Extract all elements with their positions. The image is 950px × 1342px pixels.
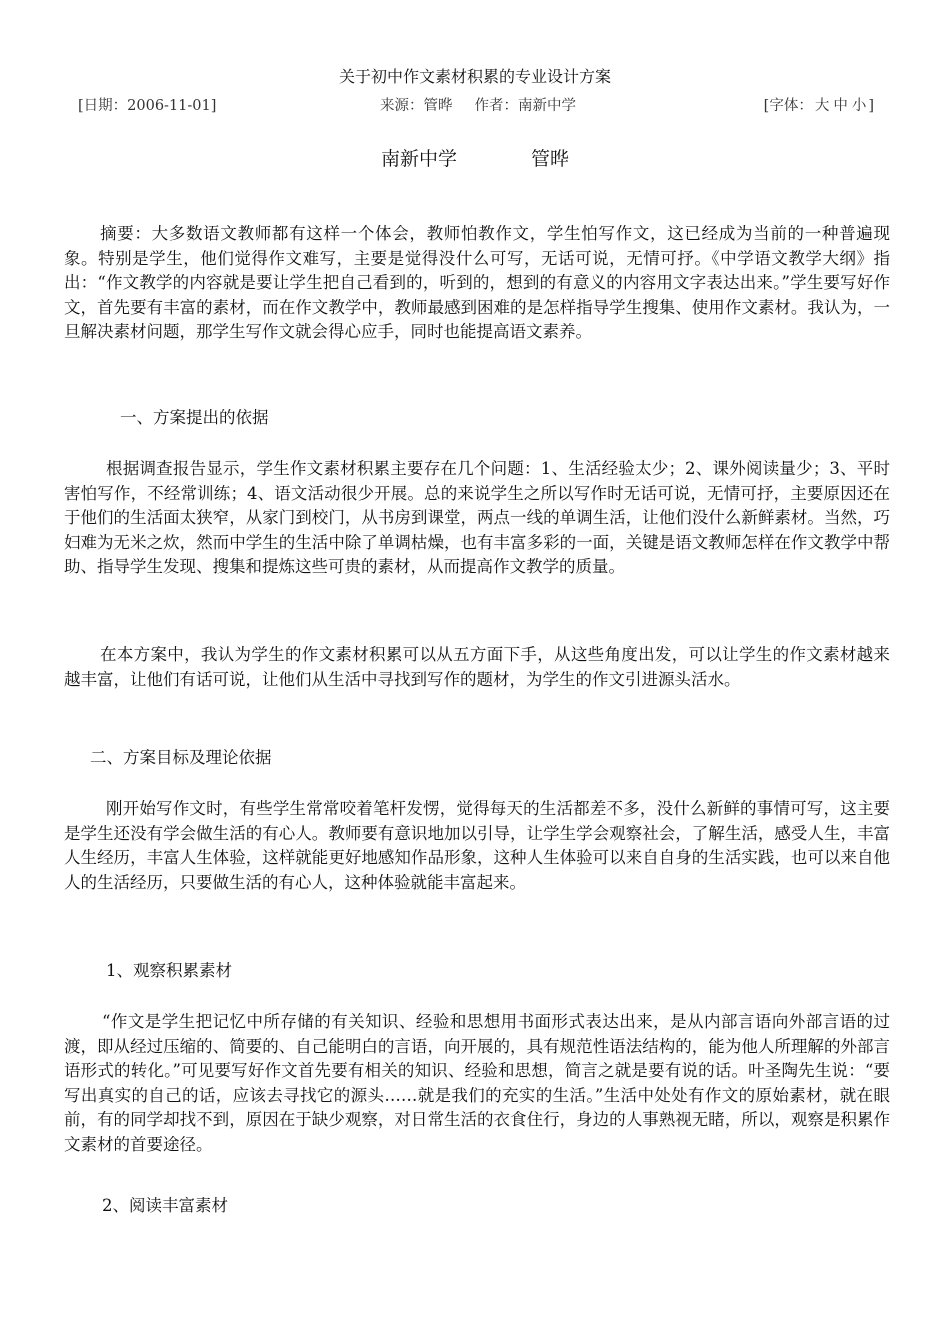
byline-school: 南新中学 xyxy=(380,148,457,170)
section2-paragraph-1 xyxy=(64,797,890,895)
byline xyxy=(0,146,950,172)
section-heading-basis: 一、方案提出的依据 xyxy=(120,408,269,427)
font-large-link[interactable]: 大 xyxy=(814,98,830,114)
section1-paragraph-1-text: 根据调查报告显示，学生作文素材积累主要存在几个问题：1、生活经验太少；2、课外阅读量少；3、平时害怕写作，不经常训练；4、语文活动很少开展。总的来说学生之所以写作时无话可说，无情可抒，主要原因还在于他们的生活面太狭窄，从家门到校门，从书房到课堂，两点一线的单调生活，让他们没什么新鲜素材。当然，巧妇难为无米之炊，然而中学生的生活中除了单调枯燥，也有丰富多彩的一面，关键是语文教师怎样在作文教学中帮助、指导学生发现、搜集和提炼这些可贵的素材，从而提高作文教学的质量。 xyxy=(64,459,890,577)
section1-paragraph-1 xyxy=(64,457,890,580)
subsection-heading-reading: 2、阅读丰富素材 xyxy=(102,1196,228,1215)
byline-author: 管晔 xyxy=(531,148,570,170)
font-size-selector xyxy=(764,96,874,116)
publish-date: [日期：2006-11-01] xyxy=(78,98,217,114)
section1-paragraph-2-text: 在本方案中，我认为学生的作文素材积累可以从五方面下手，从这些角度出发，可以让学生的作文素材越来越丰富，让他们有话可说，让他们从生活中寻找到写作的题材，为学生的作文引进源头活水。 xyxy=(64,645,890,689)
font-size-label: [字体： xyxy=(763,98,813,114)
font-medium-link[interactable]: 中 xyxy=(833,98,848,114)
section1-paragraph-2 xyxy=(64,643,890,692)
subsection1-paragraph-text: “作文是学生把记忆中所存储的有关知识、经验和思想用书面形式表达出来，是从内部言语向外部言语的过渡，即从经过压缩的、简要的、自己能明白的言语，向开展的，具有规范性语法结构的，能为他人所理解的外部言语形式的转化。”可见要写好作文首先要有相关的知识、经验和思想，简言之就是要有说的话。叶圣陶先生说：“要写出真实的自己的话，应该去寻找它的源头……就是我们的充实的生活。”生活中处处有作文的原始素材，就在眼前，有的同学却找不到，原因在于缺少观察，对日常生活的衣食住行，身边的人事熟视无睹，所以，观察是积累作文素材的首要途径。 xyxy=(64,1012,890,1154)
subsection-heading-observe: 1、观察积累素材 xyxy=(106,961,232,980)
source-label: 来源：管晔 xyxy=(380,98,453,114)
font-small-link[interactable]: 小 xyxy=(851,98,867,114)
source-author-line xyxy=(380,96,576,116)
abstract-text: 摘要：大多数语文教师都有这样一个体会，教师怕教作文，学生怕写作文，这已经成为当前的一种普遍现象。特别是学生，他们觉得作文难写，主要是觉得没什么可写，无话可说，无情可抒。《中学语文教学大纲》指出：“作文教学的内容就是要让学生把自己看到的，听到的，想到的有意义的内容用文字表达出来。”学生要写好作文，首先要有丰富的素材，而在作文教学中，教师最感到困难的是怎样指导学生搜集、使用作文素材。我认为，一旦解决素材问题，那学生写作文就会得心应手，同时也能提高语文素养。 xyxy=(64,224,890,342)
document-title: 关于初中作文素材积累的专业设计方案 xyxy=(338,67,611,86)
font-size-close: ] xyxy=(868,98,874,114)
subsection1-paragraph xyxy=(64,1010,890,1158)
abstract-paragraph xyxy=(64,222,890,345)
section2-paragraph-1-text: 刚开始写作文时，有些学生常常咬着笔杆发愣，觉得每天的生活都差不多，没什么新鲜的事情可写，这主要是学生还没有学会做生活的有心人。教师要有意识地加以引导，让学生学会观察社会，了解生活，感受人生，丰富人生经历，丰富人生体验，这样就能更好地感知作品形象，这种人生体验可以来自自身的生活实践，也可以来自他人的生活经历，只要做生活的有心人，这种体验就能丰富起来。 xyxy=(64,799,890,892)
author-label: 作者：南新中学 xyxy=(474,98,576,114)
section-heading-goals: 二、方案目标及理论依据 xyxy=(90,748,272,767)
